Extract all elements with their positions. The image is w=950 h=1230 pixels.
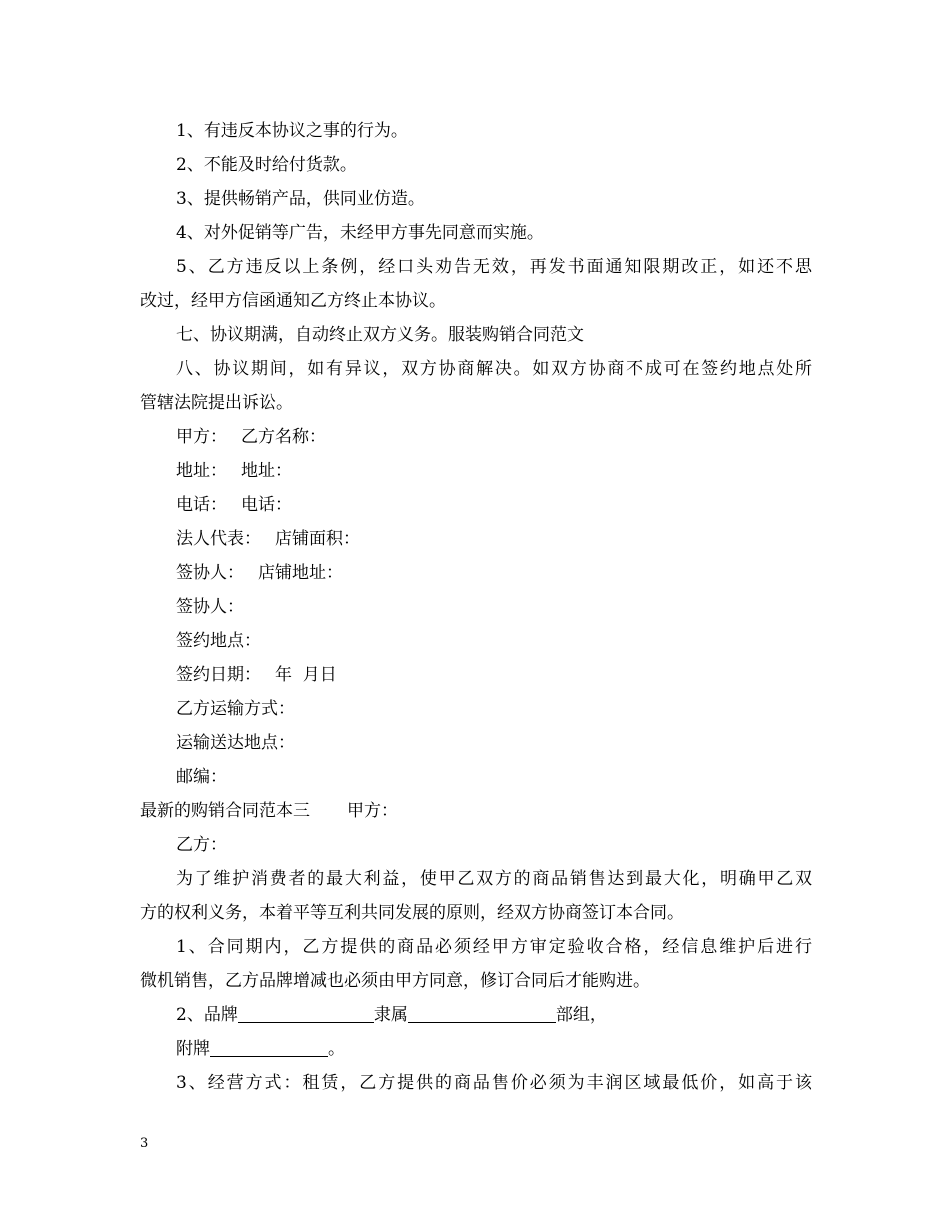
section-3-clause-1-line-2: 微机销售，乙方品牌增减也必须由甲方同意，修订合同后才能购进。 bbox=[140, 971, 650, 991]
address-row bbox=[176, 454, 812, 488]
sub-brand-row bbox=[176, 1032, 812, 1066]
phone-a-label: 电话： bbox=[176, 495, 227, 515]
phone-row bbox=[176, 488, 812, 522]
brand-label: 2、品牌 bbox=[176, 1005, 238, 1025]
section-3-heading-row bbox=[140, 794, 812, 828]
clause-1: 1、有违反本协议之事的行为。 bbox=[176, 121, 408, 141]
sign-date-label: 签约日期： bbox=[176, 665, 261, 685]
party-row bbox=[176, 420, 812, 454]
representative-row bbox=[176, 522, 812, 556]
postcode-label: 邮编： bbox=[176, 767, 227, 787]
signer-row bbox=[176, 556, 812, 590]
sign-date-row bbox=[176, 658, 812, 692]
party-a-label: 甲方： bbox=[176, 427, 227, 447]
section-3-clause-3: 3、经营方式：租赁，乙方提供的商品售价必须为丰润区域最低价，如高于该 bbox=[176, 1073, 812, 1093]
article-8-line-2: 管辖法院提出诉讼。 bbox=[140, 393, 293, 413]
address-b-label: 地址： bbox=[241, 461, 292, 481]
clause-4: 4、对外促销等广告，未经甲方事先同意而实施。 bbox=[176, 223, 544, 243]
delivery-label: 运输送达地点： bbox=[176, 733, 295, 753]
belong-label: 隶属 bbox=[373, 1005, 408, 1025]
section-3-clause-1-line-1: 1、合同期内，乙方提供的商品必须经甲方审定验收合格，经信息维护后进行 bbox=[176, 937, 812, 957]
brand-row bbox=[176, 998, 812, 1032]
phone-b-label: 电话： bbox=[241, 495, 292, 515]
article-8-line-1: 八、协议期间，如有异议，双方协商解决。如双方协商不成可在签约地点处所 bbox=[176, 359, 812, 379]
address-a-label: 地址： bbox=[176, 461, 227, 481]
belong-blank bbox=[408, 1002, 556, 1023]
sub-brand-period: 。 bbox=[328, 1039, 345, 1059]
section-3-preamble-line-1: 为了维护消费者的最大利益，使甲乙双方的商品销售达到最大化，明确甲乙双 bbox=[176, 869, 812, 889]
clause-5-line-2: 改过，经甲方信函通知乙方终止本协议。 bbox=[140, 291, 446, 311]
legal-rep-label: 法人代表： bbox=[176, 529, 261, 549]
sub-brand-label: 附牌 bbox=[176, 1039, 210, 1059]
page-number: 3 bbox=[140, 1136, 149, 1151]
transport-label: 乙方运输方式： bbox=[176, 699, 295, 719]
signer-a-label: 签协人： bbox=[176, 563, 244, 583]
brand-blank bbox=[238, 1002, 374, 1023]
group-label: 部组， bbox=[555, 1005, 607, 1025]
clause-3: 3、提供畅销产品，供同业仿造。 bbox=[176, 189, 425, 209]
shop-area-label: 店铺面积： bbox=[275, 529, 360, 549]
sub-brand-blank bbox=[210, 1036, 328, 1057]
sign-date-format: 年 月日 bbox=[275, 665, 337, 685]
article-7: 七、协议期满，自动终止双方义务。服装购销合同范文 bbox=[176, 325, 584, 345]
clause-5-line-1: 5、乙方违反以上条例，经口头劝告无效，再发书面通知限期改正，如还不思 bbox=[176, 257, 812, 277]
section-3-party-a: 甲方： bbox=[347, 801, 398, 821]
clause-2: 2、不能及时给付货款。 bbox=[176, 155, 357, 175]
section-3-preamble-line-2: 方的权利义务，本着平等互利共同发展的原则，经双方协商签订本合同。 bbox=[140, 903, 684, 923]
signer-b-label: 签协人： bbox=[176, 597, 244, 617]
section-3-title: 最新的购销合同范本三 bbox=[140, 801, 310, 821]
sign-place-label: 签约地点： bbox=[176, 631, 261, 651]
shop-address-label: 店铺地址： bbox=[258, 563, 343, 583]
party-b-name-label: 乙方名称： bbox=[241, 427, 326, 447]
section-3-party-b: 乙方： bbox=[176, 835, 227, 855]
